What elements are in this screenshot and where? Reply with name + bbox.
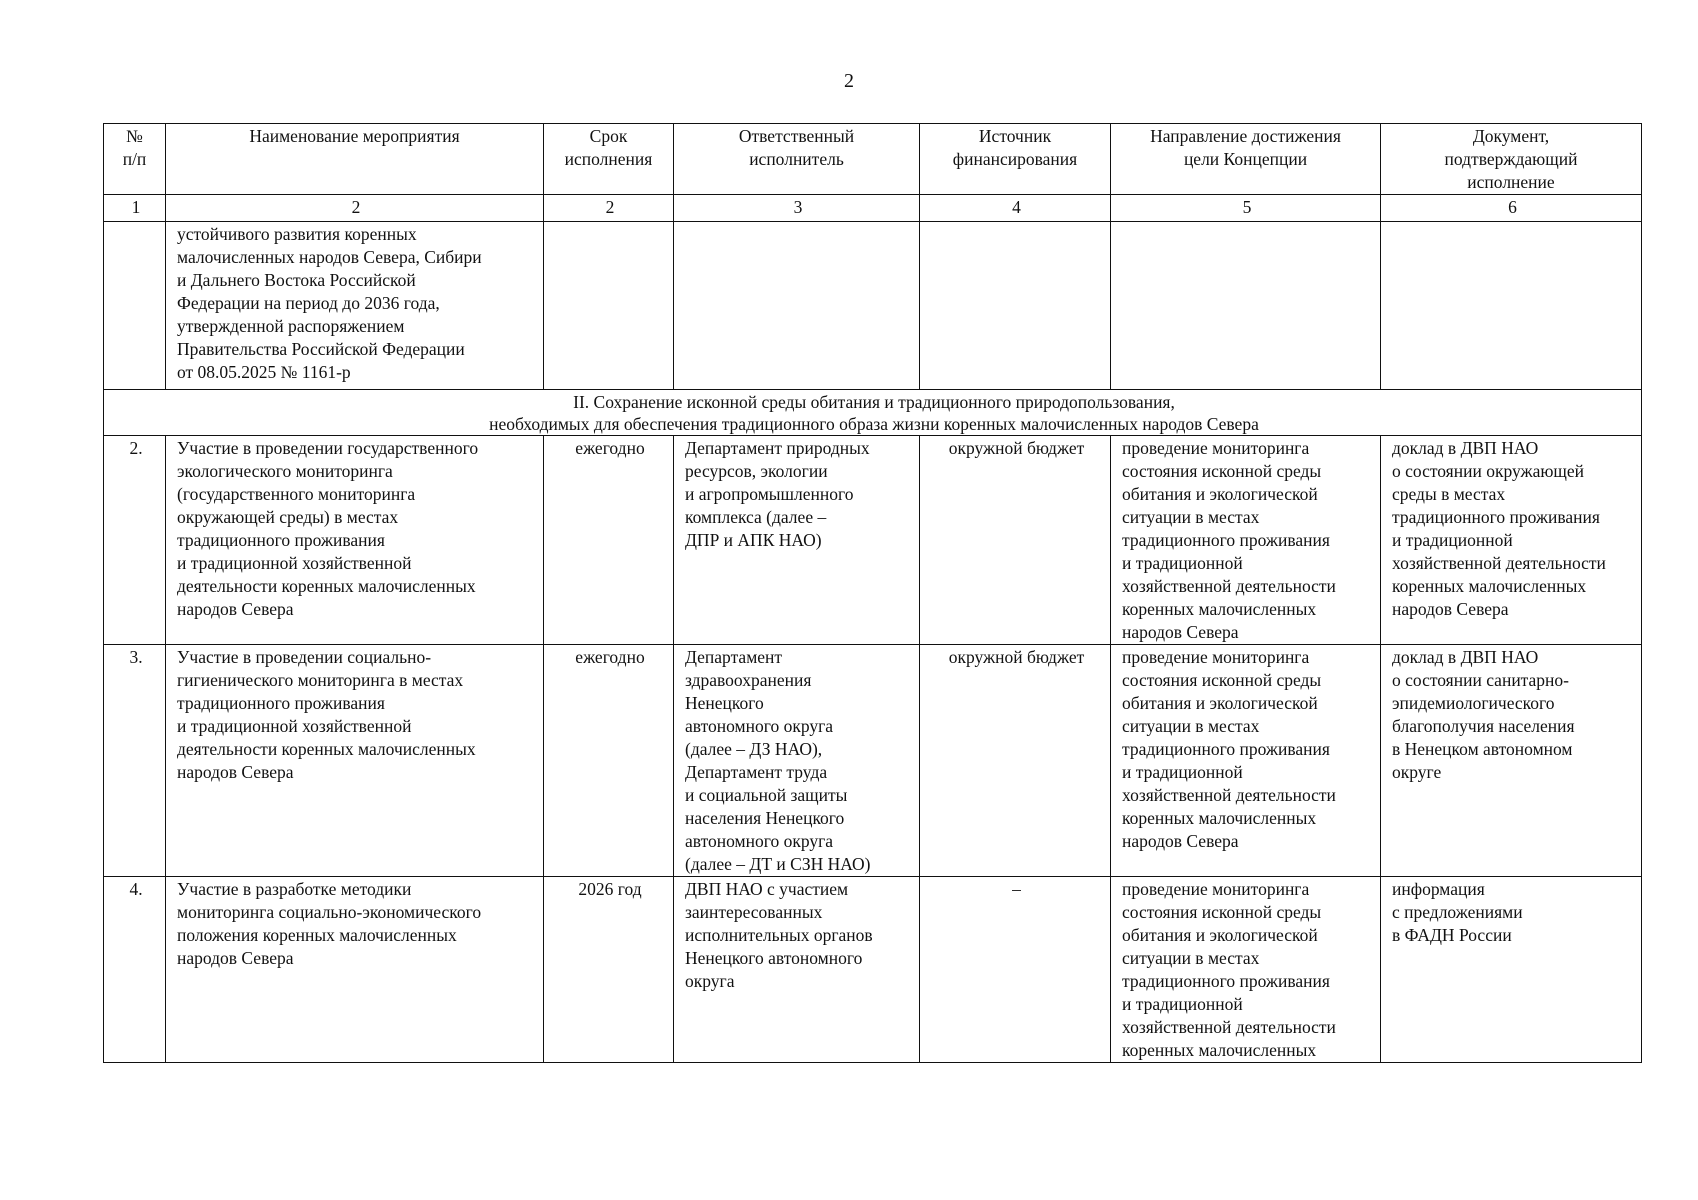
header-activity-name: Наименование мероприятия [166,124,544,195]
cell-document: доклад в ДВП НАО о состоянии санитарно- эпидемиологического благополучия населения в Ненецком автономном округе [1381,645,1642,877]
cell-term [544,222,674,390]
cell-direction: проведение мониторинга состояния исконной среды обитания и экологической ситуации в местах традиционного проживания и традиционной хозяйственной деятельности коренных малочисленных народов Севера [1111,436,1381,645]
cell-funding-source: окружной бюджет [920,645,1111,877]
header-funding-source: Источник финансирования [920,124,1111,195]
table-row-continuation [104,222,1642,390]
section-title: II. Сохранение исконной среды обитания и традиционного природопользования, необходимых для обеспечения традиционного образа жизни коренных малочисленных народов Севера [104,390,1642,436]
header-document: Документ, подтверждающий исполнение [1381,124,1642,195]
header-term: Срок исполнения [544,124,674,195]
cell-activity-name: Участие в разработке методики мониторинга социально-экономического положения коренных малочисленных народов Севера [166,877,544,1063]
cell-number: 4. [104,877,166,1063]
cell-executor: ДВП НАО с участием заинтересованных исполнительных органов Ненецкого автономного округа [674,877,920,1063]
cell-executor: Департамент здравоохранения Ненецкого автономного округа (далее – ДЗ НАО), Департамент труда и социальной защиты населения Ненецкого автономного округа (далее – ДТ и СЗН НАО) [674,645,920,877]
cell-activity-name: Участие в проведении государственного экологического мониторинга (государственного мониторинга окружающей среды) в местах традиционного проживания и традиционной хозяйственной деятельности коренных малочисленных народов Севера [166,436,544,645]
column-number: 1 [104,195,166,222]
cell-document: доклад в ДВП НАО о состоянии окружающей среды в местах традиционного проживания и традиционной хозяйственной деятельности коренных малочисленных народов Севера [1381,436,1642,645]
page-number: 2 [844,70,854,92]
cell-number: 3. [104,645,166,877]
column-number-row [104,195,1642,222]
cell-activity-name: устойчивого развития коренных малочисленных народов Севера, Сибири и Дальнего Востока Российской Федерации на период до 2036 года, утвержденной распоряжением Правительства Российской Федерации от 08.05.2025 № 1161-р [166,222,544,390]
cell-term: 2026 год [544,877,674,1063]
activities-table [103,123,1642,1063]
cell-term: ежегодно [544,645,674,877]
column-number: 5 [1111,195,1381,222]
column-number: 2 [166,195,544,222]
cell-number [104,222,166,390]
cell-executor [674,222,920,390]
cell-activity-name: Участие в проведении социально- гигиенического мониторинга в местах традиционного проживания и традиционной хозяйственной деятельности коренных малочисленных народов Севера [166,645,544,877]
cell-direction: проведение мониторинга состояния исконной среды обитания и экологической ситуации в местах традиционного проживания и традиционной хозяйственной деятельности коренных малочисленных [1111,877,1381,1063]
column-number: 6 [1381,195,1642,222]
section-row [104,390,1642,436]
header-direction: Направление достижения цели Концепции [1111,124,1381,195]
header-number: № п/п [104,124,166,195]
cell-number: 2. [104,436,166,645]
table-row [104,436,1642,645]
table-row [104,877,1642,1063]
cell-direction: проведение мониторинга состояния исконной среды обитания и экологической ситуации в местах традиционного проживания и традиционной хозяйственной деятельности коренных малочисленных народов Севера [1111,645,1381,877]
table-header-row [104,124,1642,195]
header-executor: Ответственный исполнитель [674,124,920,195]
cell-document: информация с предложениями в ФАДН России [1381,877,1642,1063]
column-number: 4 [920,195,1111,222]
cell-funding-source [920,222,1111,390]
cell-document [1381,222,1642,390]
column-number: 3 [674,195,920,222]
cell-funding-source: окружной бюджет [920,436,1111,645]
table-row [104,645,1642,877]
cell-executor: Департамент природных ресурсов, экологии и агропромышленного комплекса (далее – ДПР и АПК НАО) [674,436,920,645]
column-number: 2 [544,195,674,222]
cell-term: ежегодно [544,436,674,645]
cell-direction [1111,222,1381,390]
cell-funding-source: – [920,877,1111,1063]
